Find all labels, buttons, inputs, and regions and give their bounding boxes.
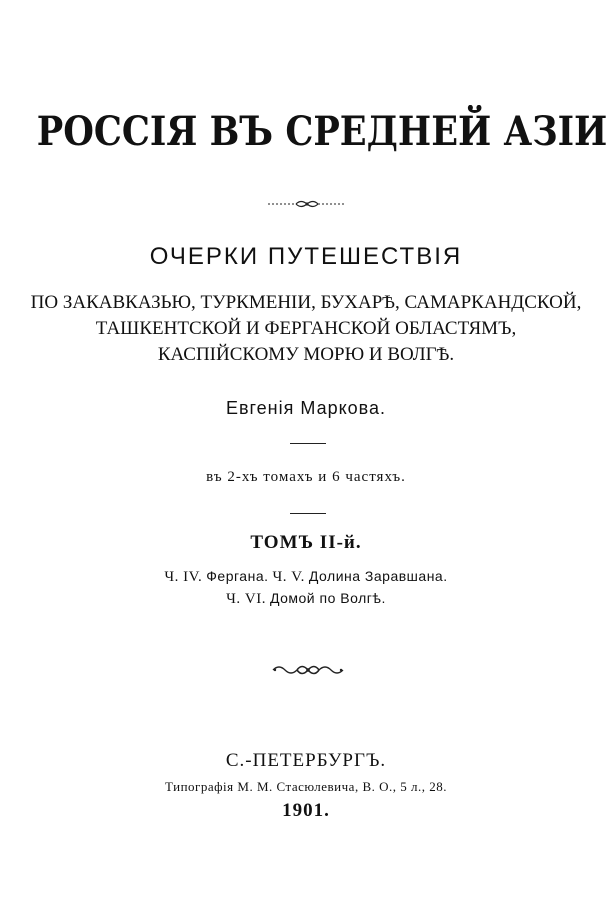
book-title: РОССІЯ ВЪ СРЕДНЕЙ АЗІИ — [36, 108, 608, 155]
subtitle: ОЧЕРКИ ПУТЕШЕСТВІЯ — [149, 243, 463, 270]
part-4-name: Фергана. — [206, 568, 269, 584]
scroll-divider-ornament-icon — [271, 660, 345, 680]
volumes-note: въ 2-хъ томахъ и 6 частяхъ. — [206, 469, 406, 485]
divider-rule — [290, 513, 326, 514]
author: Евгенія Маркова. — [225, 398, 387, 418]
part-4-label: Ч. IV. — [164, 569, 203, 585]
imprint-city: С.-ПЕТЕРБУРГЪ. — [225, 750, 387, 771]
small-divider-ornament-icon — [266, 196, 348, 212]
part-6-name: Домой по Волгѣ. — [269, 590, 386, 606]
tome-label: ТОМЪ II-й. — [250, 532, 362, 553]
route-line-2: ТАШКЕНТСКОЙ И ФЕРГАНСКОЙ ОБЛАСТЯМЪ, — [95, 318, 517, 339]
part-5-label: Ч. V. — [272, 569, 305, 585]
route-line-1: ПО ЗАКАВКАЗЬЮ, ТУРКМЕНІИ, БУХАРѢ, САМАРКАНДСКОЙ, — [30, 292, 582, 313]
divider-rule — [290, 443, 326, 444]
imprint-printer: Типографія М. М. Стасюлевича, В. О., 5 л., 28. — [165, 779, 447, 794]
part-5-name: Долина Заравшана. — [308, 568, 448, 584]
parts-line-1 — [0, 568, 612, 586]
parts-line-2 — [0, 590, 612, 608]
route-line-3: КАСПІЙСКОМУ МОРЮ И ВОЛГѢ. — [157, 344, 455, 365]
part-6-label: Ч. VI. — [226, 591, 266, 607]
imprint-year: 1901. — [282, 800, 330, 821]
